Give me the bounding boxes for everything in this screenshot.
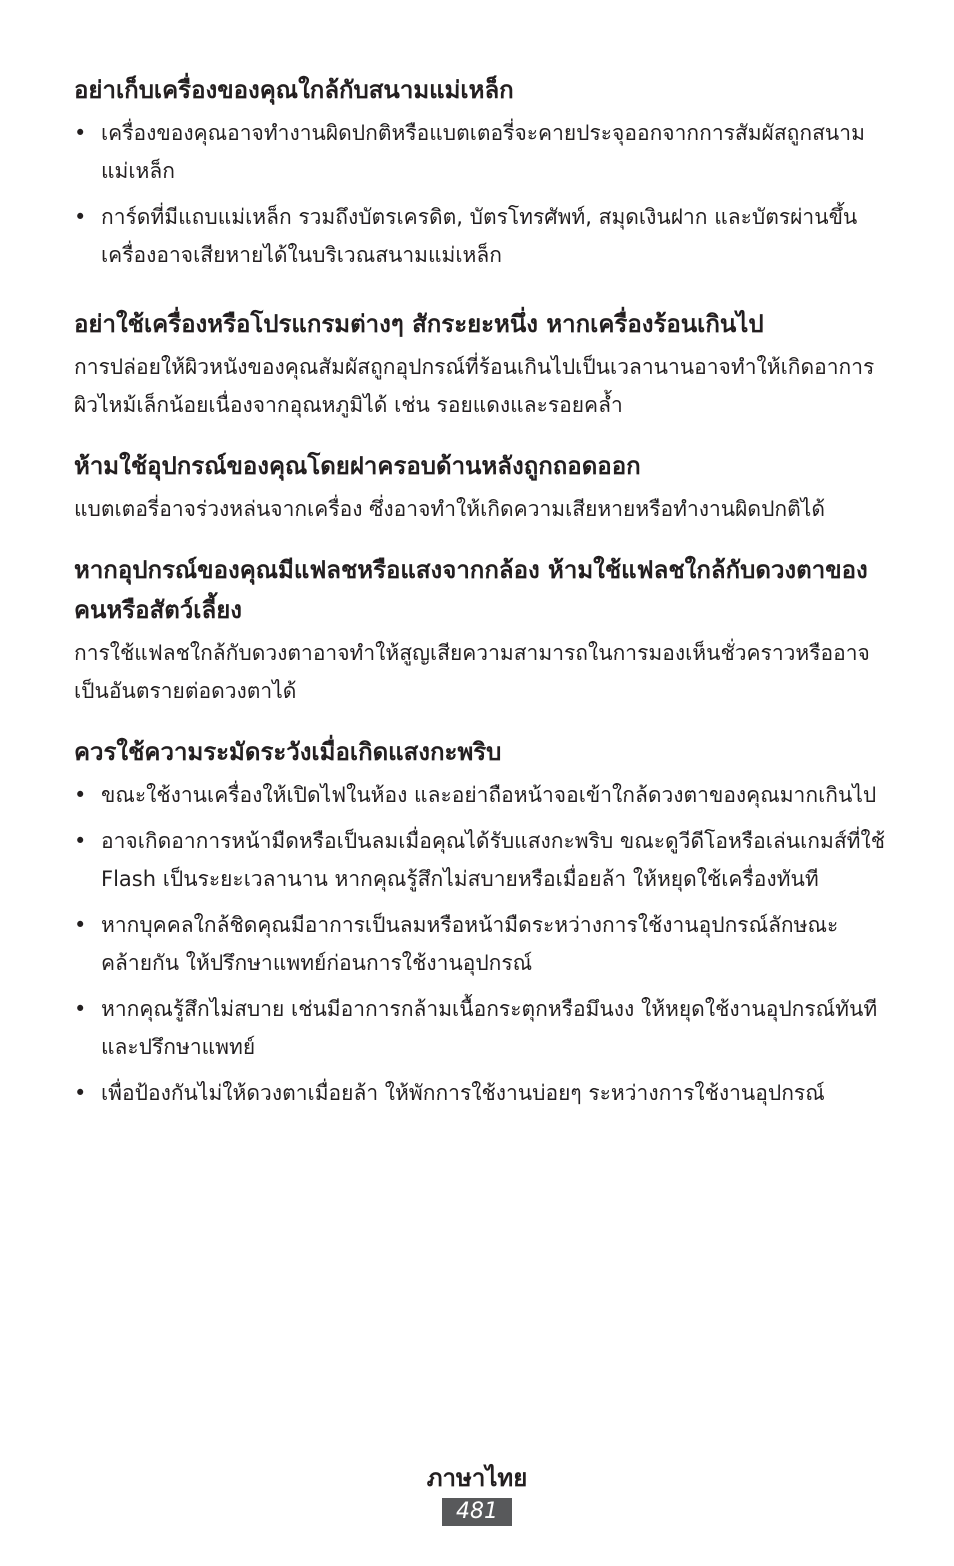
list-item <box>74 822 886 898</box>
page-content <box>74 70 886 1120</box>
section-paragraph: การปล่อยให้ผิวหนังของคุณสัมผัสถูกอุปกรณ์ที่ร้อนเกินไปเป็นเวลานานอาจทำให้เกิดอาการผิวไหม้เล็กน้อยเนื่องจากอุณหภูมิได้ เช่น รอยแดงและรอยคล้ำ <box>74 355 875 417</box>
page-number-badge: 481 <box>442 1498 512 1526</box>
list-item-text: เครื่องของคุณอาจทำงานผิดปกติหรือแบตเตอรี่จะคายประจุออกจากการสัมผัสถูกสนามแม่เหล็ก <box>101 121 865 183</box>
list-item <box>74 776 886 814</box>
bullet-dot: • <box>74 783 87 807</box>
bullet-dot: • <box>74 913 87 937</box>
bullet-list <box>74 776 886 1112</box>
list-item <box>74 1074 886 1112</box>
bullet-dot: • <box>74 1081 87 1105</box>
section-flashing-lights <box>74 732 886 1112</box>
list-item-text: หากบุคคลใกล้ชิดคุณมีอาการเป็นลมหรือหน้ามืดระหว่างการใช้งานอุปกรณ์ลักษณะคล้ายกัน ให้ปรึกษาแพทย์ก่อนการใช้งานอุปกรณ์ <box>101 913 839 975</box>
bullet-dot: • <box>74 829 87 853</box>
section-flash <box>74 550 886 710</box>
list-item <box>74 990 886 1066</box>
list-item <box>74 198 886 274</box>
section-magnetic-fields <box>74 70 886 274</box>
list-item-text: อาจเกิดอาการหน้ามืดหรือเป็นลมเมื่อคุณได้รับแสงกะพริบ ขณะดูวีดีโอหรือเล่นเกมส์ที่ใช้ Flash เป็นระยะเวลานาน หากคุณรู้สึกไม่สบายหรือเมื่อยล้า ให้หยุดใช้เครื่องทันที <box>101 829 886 891</box>
list-item-text: หากคุณรู้สึกไม่สบาย เช่นมีอาการกล้ามเนื้อกระตุกหรือมึนงง ให้หยุดใช้งานอุปกรณ์ทันทีและปรึกษาแพทย์ <box>101 997 878 1059</box>
bullet-dot: • <box>74 121 87 145</box>
bullet-dot: • <box>74 205 87 229</box>
section-heading: ควรใช้ความระมัดระวังเมื่อเกิดแสงกะพริบ <box>74 738 502 766</box>
section-back-cover <box>74 446 886 528</box>
list-item <box>74 114 886 190</box>
list-item-text: เพื่อป้องกันไม่ให้ดวงตาเมื่อยล้า ให้พักการใช้งานบ่อยๆ ระหว่างการใช้งานอุปกรณ์ <box>101 1081 825 1105</box>
list-item-text: การ์ดที่มีแถบแม่เหล็ก รวมถึงบัตรเครดิต, บัตรโทรศัพท์, สมุดเงินฝาก และบัตรผ่านขึ้นเครื่องอาจเสียหายได้ในบริเวณสนามแม่เหล็ก <box>101 205 858 267</box>
section-paragraph: การใช้แฟลชใกล้กับดวงตาอาจทำให้สูญเสียความสามารถในการมองเห็นชั่วคราวหรืออาจเป็นอันตรายต่อดวงตาได้ <box>74 641 870 703</box>
footer-language: ภาษาไทย <box>426 1464 528 1492</box>
section-heading: อย่าเก็บเครื่องของคุณใกล้กับสนามแม่เหล็ก <box>74 76 514 104</box>
list-item-text: ขณะใช้งานเครื่องให้เปิดไฟในห้อง และอย่าถือหน้าจอเข้าใกล้ดวงตาของคุณมากเกินไป <box>101 783 877 807</box>
page-footer <box>0 1460 954 1526</box>
section-overheating <box>74 304 886 424</box>
bullet-dot: • <box>74 997 87 1021</box>
section-paragraph: แบตเตอรี่อาจร่วงหล่นจากเครื่อง ซึ่งอาจทำให้เกิดความเสียหายหรือทำงานผิดปกติได้ <box>74 497 825 521</box>
bullet-list <box>74 114 886 274</box>
section-heading: หากอุปกรณ์ของคุณมีแฟลชหรือแสงจากกล้อง ห้ามใช้แฟลชใกล้กับดวงตาของคนหรือสัตว์เลี้ยง <box>74 556 868 624</box>
section-heading: ห้ามใช้อุปกรณ์ของคุณโดยฝาครอบด้านหลังถูกถอดออก <box>74 452 641 480</box>
list-item <box>74 906 886 982</box>
section-heading: อย่าใช้เครื่องหรือโปรแกรมต่างๆ สักระยะหนึ่ง หากเครื่องร้อนเกินไป <box>74 310 764 338</box>
